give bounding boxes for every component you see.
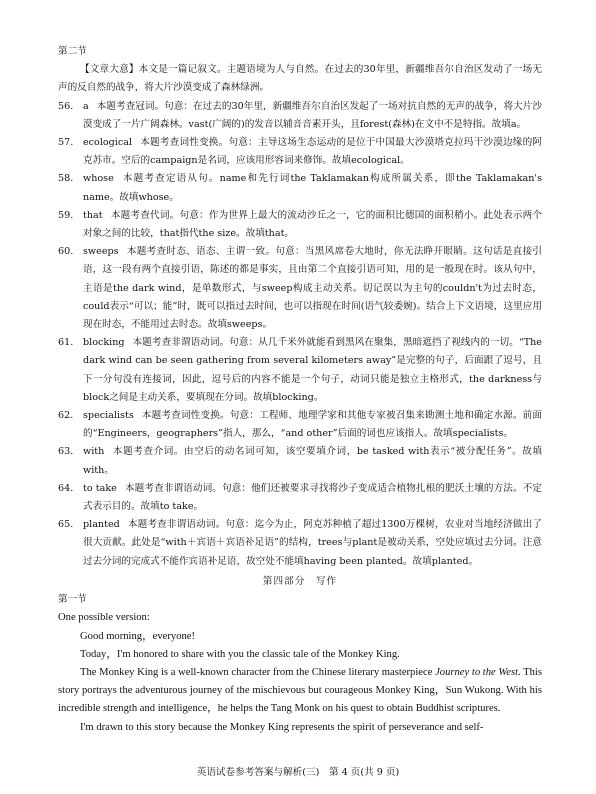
item-answer: a — [83, 100, 89, 112]
item-answer: ecological — [83, 137, 133, 149]
answer-item — [58, 443, 542, 479]
answer-item — [58, 134, 542, 170]
item-number: 59. — [58, 209, 74, 221]
item-answer: with — [83, 446, 105, 458]
answer-item — [58, 516, 542, 571]
item-explanation: 本题考查代词。句意：作为世界上最大的流动沙丘之一，它的面积比德国的面积稍小。此处表示两个对象之间的比较，that指代the size。故填that。 — [83, 209, 542, 240]
item-number: 61. — [58, 337, 74, 349]
part-4-title: 第四部分 写作 — [262, 575, 338, 587]
item-explanation: 本题考查非谓语动词。句意：他们还被要求寻找将沙子变成适合植物扎根的肥沃土壤的方法。不定式表示目的。故填to take。 — [83, 482, 543, 513]
item-explanation: 本题考查时态、语态、主谓一致。句意：当黑风席卷大地时，你无法睁开眼睛。这句话是直接引语，这一段有两个直接引语，陈述的都是事实，且由第二个直接引语可知，用的是一般现在时。该从句中，主语是the dark wind，是单数形式，与sweep构成主动关系。切记误以为主句的couldn't为过去时态，could表示“可以；能”时，既可以指过去时间，也可以指现在时间(语气较委婉)。结合上下文语境，这里应用现在时态，不能用过去时态。故填sweeps。 — [83, 246, 542, 331]
answer-item — [58, 207, 542, 243]
item-explanation: 本题考查非谓语动词。句意：从几千米外就能看到黑风在聚集，黑暗遮挡了视线内的一切。“The dark wind can be seen gathering from several kilometers away”是完整的句子，后面跟了逗号，且下一分句没有连接词，因此，逗号后的内容不能是一个句子，动词只能是独立主格形式，the darkness与block之间是主动关系，要填现在分词。故填blocking。 — [83, 337, 542, 403]
item-body — [83, 334, 542, 407]
answer-item — [58, 243, 542, 334]
item-body — [83, 407, 542, 443]
item-body — [83, 207, 542, 243]
item-number: 62. — [58, 410, 74, 422]
item-number: 65. — [58, 519, 74, 531]
section-2-heading: 第二节 — [58, 46, 87, 57]
essay-paragraph-1-end: . This story portrays the adventurous journey of the mischievous but courageous Monkey King，Sun Wukong. With his incredible strength and intelligence，he helps the Tang Monk on his quest to obtain Buddhist scriptures. — [58, 666, 542, 715]
version-label: One possible version: — [58, 612, 150, 624]
essay-paragraph-1 — [58, 664, 542, 719]
item-body — [83, 243, 542, 334]
article-summary: 【文章大意】本文是一篇记叙文。主题语境为人与自然。在过去的30年里，新疆维吾尔自治区发动了一场无声的反自然的战争，将大片沙漠变成了森林绿洲。 — [58, 64, 542, 94]
item-answer: planted — [83, 519, 120, 531]
essay-paragraph-1-start: The Monkey King is a well-known character from the Chinese literary masterpiece — [80, 666, 436, 678]
item-number: 57. — [58, 137, 74, 149]
essay-greeting: Good morning，everyone! — [80, 630, 196, 642]
item-body — [83, 98, 542, 134]
essay-paragraph-2: I'm drawn to this story because the Monkey King represents the spirit of perseverance and self- — [80, 721, 484, 733]
book-title: Journey to the West — [435, 666, 519, 678]
item-number: 60. — [58, 246, 74, 258]
item-number: 56. — [58, 100, 74, 112]
answer-item — [58, 480, 542, 516]
item-number: 63. — [58, 446, 74, 458]
item-body — [83, 170, 542, 206]
item-answer: blocking — [83, 337, 125, 349]
page-footer: 英语试卷参考答案与解析(三) 第 4 页(共 9 页) — [196, 767, 400, 778]
item-explanation: 本题考查非谓语动词。句意：迄今为止，阿克苏种植了超过1300万棵树，农业对当地经济做出了很大贡献。此处是“with＋宾语＋宾语补足语”的结构，trees与plant是被动关系，空处应填过去分词。注意过去分词的完成式不能作宾语补足语，故空处不能填having been planted。故填planted。 — [83, 519, 542, 567]
answer-item — [58, 170, 542, 206]
item-body — [83, 134, 542, 170]
answer-item — [58, 98, 542, 134]
item-answer: sweeps — [83, 246, 119, 258]
section-1-heading: 第一节 — [58, 594, 87, 606]
answer-items-list — [58, 98, 542, 571]
item-explanation: 本题考查词性变换。句意：主导这场生态运动的是位于中国最大沙漠塔克拉玛干沙漠边缘的阿克苏市。空后的campaign是名词，应该用形容词来修饰。故填ecological。 — [83, 137, 542, 167]
essay-intro: Today，I'm honored to share with you the classic tale of the Monkey King. — [80, 648, 400, 660]
answer-item — [58, 407, 542, 443]
item-answer: that — [83, 209, 103, 221]
item-body — [83, 443, 542, 479]
item-number: 58. — [58, 173, 74, 185]
page-content — [58, 43, 542, 737]
item-body — [83, 480, 542, 516]
item-answer: whose — [83, 173, 114, 185]
item-number: 64. — [58, 482, 74, 494]
item-explanation: 本题考查介词。由空后的动名词可知，该空要填介词，be tasked with表示“被分配任务”。故填with。 — [83, 446, 542, 476]
item-explanation: 本题考查定语从句。name和先行词the Taklamakan构成所属关系，即the Taklamakan's name。故填whose。 — [83, 173, 542, 203]
answer-item — [58, 334, 542, 407]
item-explanation: 本题考查冠词。句意：在过去的30年里，新疆维吾尔自治区发起了一场对抗自然的无声的战争，将大片沙漠变成了一片广阔森林。vast(广阔的)的发音以辅音音素开头，且forest(森林)在文中不是特指。故填a。 — [83, 100, 542, 130]
item-explanation: 本题考查词性变换。句意：工程师、地理学家和其他专家被召集来勘测土地和确定水源。前面的“Engineers，geographers”指人，那么，“and other”后面的词也应该指人。故填specialists。 — [83, 410, 542, 440]
item-body — [83, 516, 542, 571]
item-answer: specialists — [83, 410, 134, 422]
item-answer: to take — [83, 482, 117, 494]
